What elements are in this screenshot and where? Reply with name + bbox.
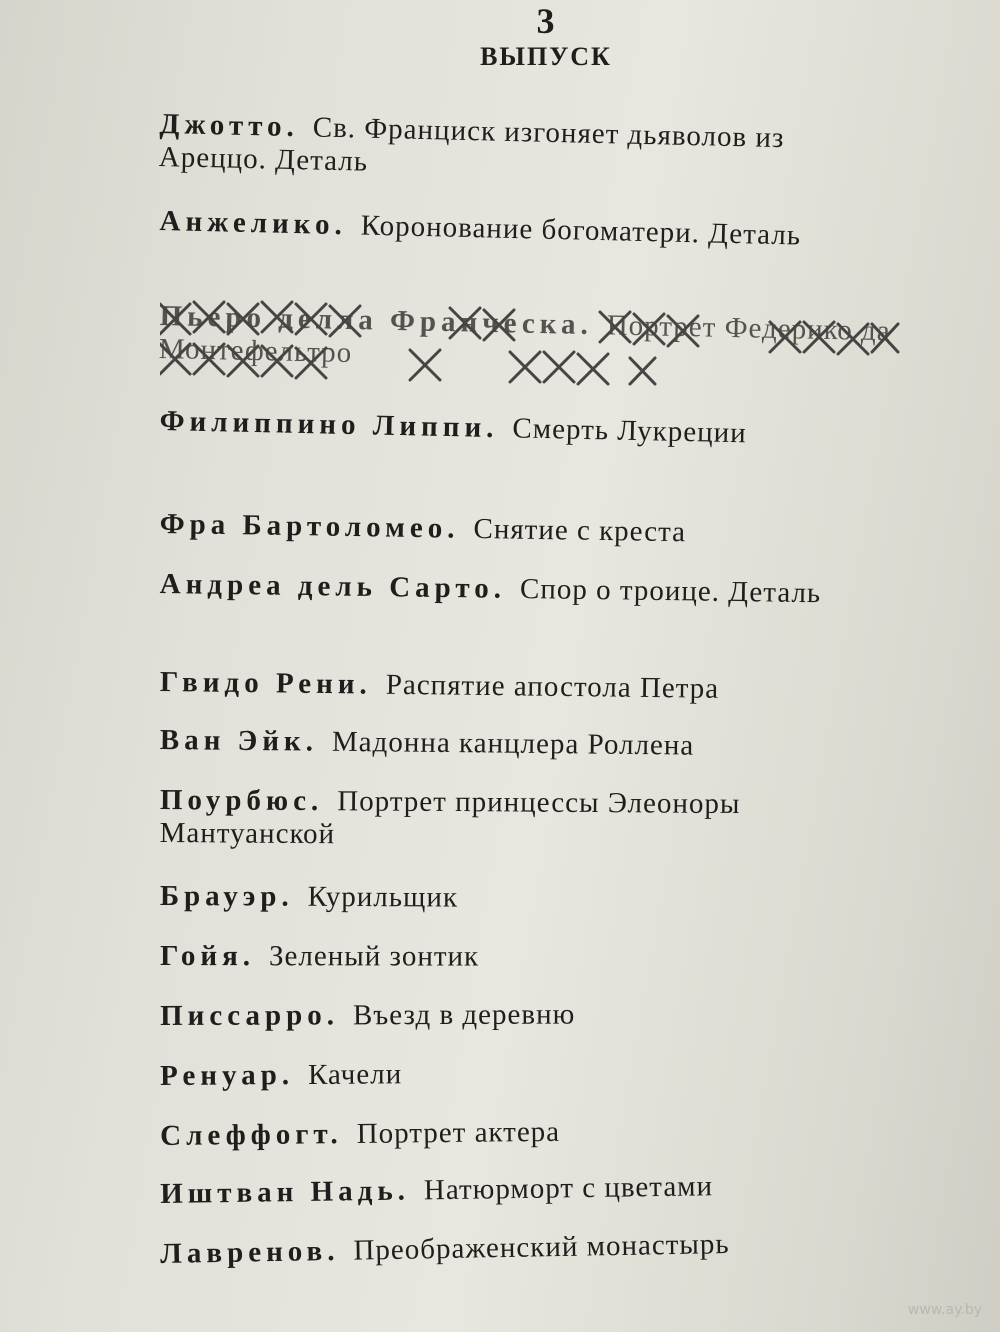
artist-name: Поурбюс. bbox=[159, 784, 324, 818]
artwork-title: Портрет Федерико да Монтефельтро bbox=[158, 309, 891, 370]
issue-title: ВЫПУСК bbox=[480, 42, 612, 71]
list-item bbox=[160, 784, 900, 855]
list-item bbox=[160, 666, 900, 708]
list-item bbox=[160, 1055, 900, 1093]
artwork-title: Въезд в деревню bbox=[352, 998, 576, 1032]
artist-name: Ренуар. bbox=[160, 1059, 295, 1092]
list-item bbox=[160, 568, 900, 611]
artist-name: Ван Эйк. bbox=[159, 724, 319, 758]
artist-name: Гойя. bbox=[159, 940, 256, 973]
struck-out-entry bbox=[160, 300, 900, 390]
artwork-title: Мадонна канцлера Роллена bbox=[331, 725, 695, 762]
artist-name: Иштван Надь. bbox=[160, 1174, 411, 1210]
artwork-title: Снятие с креста bbox=[473, 512, 687, 549]
artist-name: Лавренов. bbox=[160, 1234, 340, 1270]
artist-name: Писсарро. bbox=[160, 999, 339, 1032]
artwork-title: Портрет принцессы Элеоноры Мантуанской bbox=[159, 785, 741, 851]
artist-name: Брауэр. bbox=[159, 880, 294, 913]
list-item bbox=[160, 1112, 900, 1153]
artist-name: Гвидо Рени. bbox=[159, 666, 372, 701]
watermark: www.ay.by bbox=[907, 1302, 982, 1318]
issue-number: 3 bbox=[536, 1, 556, 41]
handwritten-crosses bbox=[160, 300, 900, 390]
artist-name: Пьеро делла Франческа. bbox=[159, 300, 594, 342]
list-item bbox=[159, 405, 900, 453]
list-item bbox=[160, 724, 900, 765]
artwork-title: Качели bbox=[307, 1058, 403, 1091]
artwork-title: Портрет актера bbox=[356, 1115, 561, 1150]
list-item bbox=[160, 1225, 900, 1271]
artwork-title: Св. Франциск изгоняет дьяволов из Ареццо. Деталь bbox=[158, 111, 785, 178]
artwork-title: Смерть Лукреции bbox=[512, 412, 748, 450]
artist-name: Слеффогт. bbox=[160, 1118, 343, 1152]
artist-name: Джотто. bbox=[159, 108, 300, 144]
list-item bbox=[160, 997, 900, 1033]
list-item bbox=[160, 880, 900, 917]
artwork-title: Спор о троице. Деталь bbox=[519, 573, 822, 610]
artwork-title: Распятие апостола Петра bbox=[385, 668, 720, 705]
list-item bbox=[160, 940, 900, 974]
artist-name: Анжелико. bbox=[159, 205, 348, 242]
artwork-title: Коронование богоматери. Деталь bbox=[360, 209, 802, 252]
artist-name: Андреа дель Сарто. bbox=[159, 568, 507, 605]
artist-name: Филиппино Липпи. bbox=[159, 405, 499, 445]
artist-name: Фра Бартоломео. bbox=[159, 508, 460, 545]
list-item bbox=[160, 1168, 900, 1211]
list-item bbox=[159, 205, 900, 255]
artwork-title: Курильщик bbox=[307, 880, 459, 914]
artwork-title: Преображенский монастырь bbox=[353, 1228, 730, 1267]
list-item bbox=[159, 508, 899, 553]
list-item bbox=[159, 108, 900, 191]
artwork-title: Зеленый зонтик bbox=[269, 940, 480, 973]
artwork-title: Натюрморт с цветами bbox=[423, 1170, 714, 1207]
